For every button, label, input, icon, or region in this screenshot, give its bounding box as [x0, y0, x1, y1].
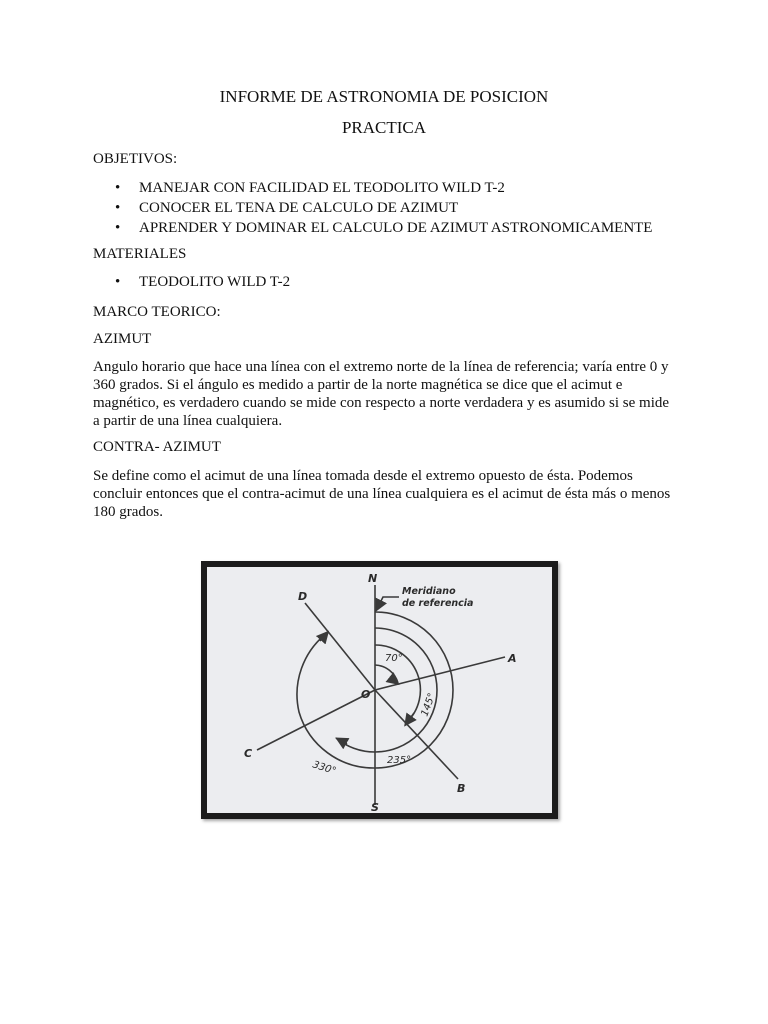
label-b: B [457, 782, 466, 795]
angle-330-label: 330° [311, 759, 338, 778]
label-a: A [508, 652, 517, 665]
label-north: N [368, 572, 378, 585]
materiales-heading: MATERIALES [93, 246, 187, 262]
document-subtitle: PRACTICA [341, 118, 427, 137]
list-item: • MANEJAR CON FACILIDAD EL TEODOLITO WILD T-2 [93, 179, 652, 199]
azimut-diagram [201, 561, 558, 819]
list-item: • APRENDER Y DOMINAR EL CALCULO DE AZIMUT ASTRONOMICAMENTE [93, 219, 652, 239]
document-title: INFORME DE ASTRONOMIA DE POSICION [219, 87, 549, 106]
angle-145-label: 145° [419, 691, 439, 719]
angle-235-label: 235° [387, 755, 412, 766]
label-c: C [244, 747, 253, 760]
objetivos-heading: OBJETIVOS: [93, 151, 178, 167]
contra-azimut-heading: CONTRA- AZIMUT [93, 439, 221, 455]
objetivos-list [93, 179, 652, 239]
label-d: D [298, 590, 308, 603]
meridian-label-1: Meridiano [402, 586, 456, 597]
azimut-heading: AZIMUT [93, 331, 152, 347]
list-item: • TEODOLITO WILD T-2 [93, 273, 290, 293]
marco-teorico-heading: MARCO TEORICO: [93, 304, 221, 320]
angle-70-label: 70° [385, 653, 403, 664]
contra-azimut-paragraph: Se define como el acimut de una línea tomada desde el extremo opuesto de ésta. Podemos concluir entonces que el contra-acimut de una línea cualquiera es el acimut de ésta más o menos 180 grados. [93, 468, 671, 520]
meridian-label-2: de referencia [402, 598, 474, 609]
azimut-paragraph: Angulo horario que hace una línea con el extremo norte de la línea de referencia; varía entre 0 y 360 grados. Si el ángulo es medido a partir de la norte magnética se dice que el acimut e magnético, es verdadero cuando se mide con respecto a norte verdadera y es asumido si se mide a partir de una línea cualquiera. [93, 359, 670, 429]
label-origin: O [361, 688, 371, 701]
materiales-list [93, 273, 290, 293]
list-item: • CONOCER EL TENA DE CALCULO DE AZIMUT [93, 199, 652, 219]
azimut-diagram-drawing [207, 567, 552, 813]
label-south: S [371, 801, 379, 813]
